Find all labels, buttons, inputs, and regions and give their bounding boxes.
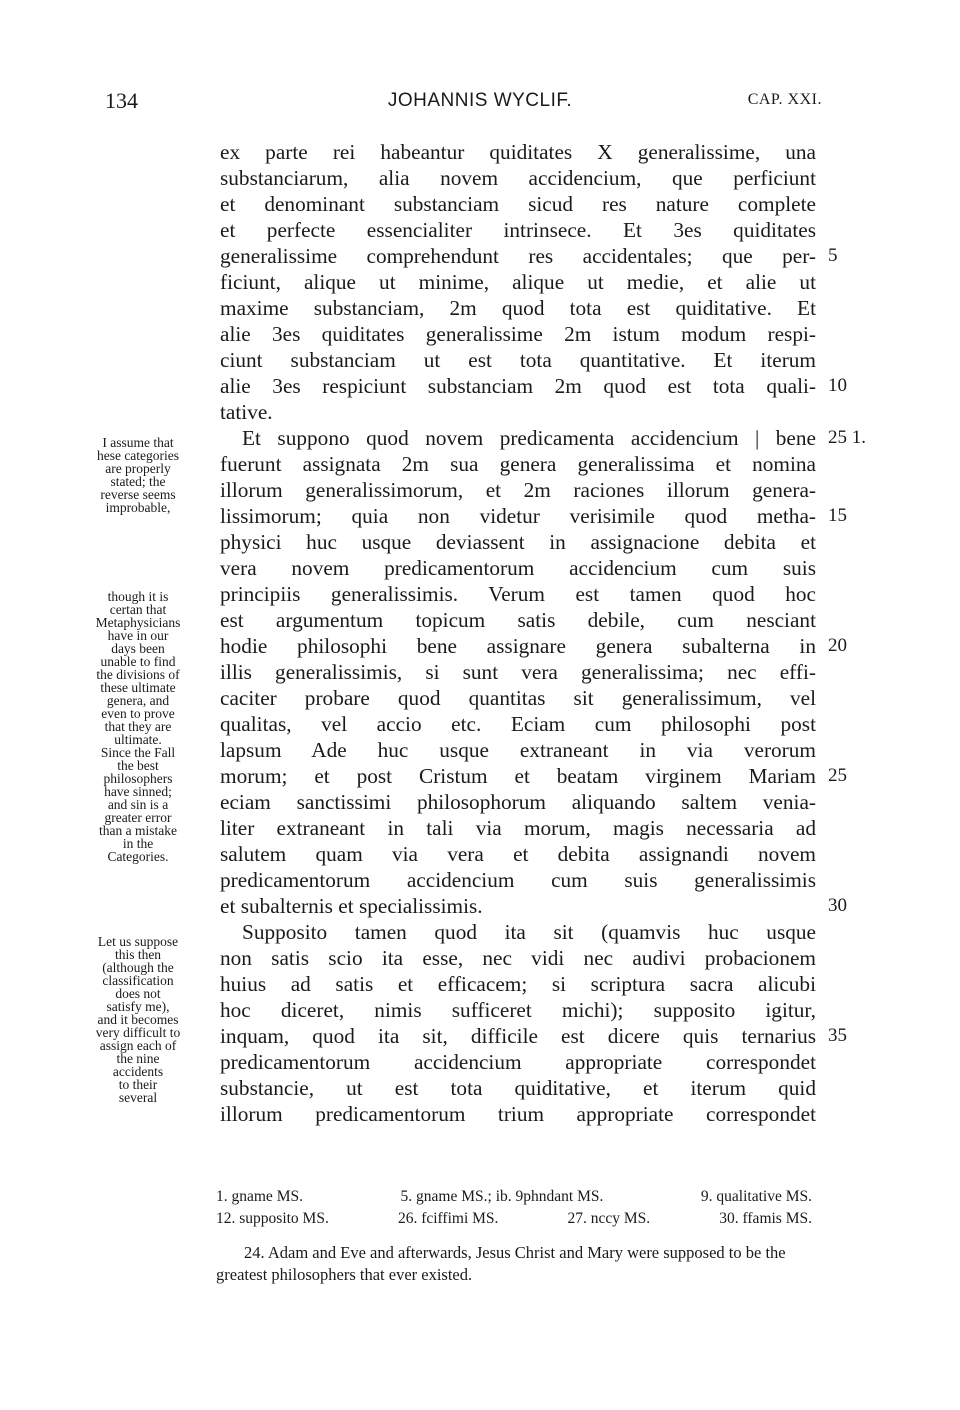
gloss-line: to their — [118, 1077, 158, 1092]
margin-gloss — [58, 436, 218, 514]
gloss-line: Since the Fall — [100, 745, 176, 760]
line-text: tative. — [220, 400, 273, 424]
gloss-line: have in our — [107, 628, 169, 643]
gloss-line: Let us suppose — [97, 934, 179, 949]
gloss-line: these ultimate — [100, 680, 176, 695]
text-line — [220, 1075, 816, 1101]
variant-reading: 5. gname MS.; ib. 9phndant MS. — [400, 1188, 604, 1205]
line-number: 5 — [828, 245, 838, 266]
line-text: liter extraneant in tali via morum, magis necessaria ad — [220, 816, 816, 840]
line-text: alie 3es respiciunt substanciam 2m quod est tota quali- — [220, 374, 816, 398]
line-text: illorum predicamentorum trium appropriate correspondet — [220, 1102, 816, 1126]
line-text: hodie philosophi bene assignare genera subalterna in — [220, 634, 816, 658]
gloss-line: certan that — [109, 602, 167, 617]
margin-gloss — [58, 590, 218, 863]
footnotes — [216, 1186, 812, 1286]
gloss-line: ultimate. — [114, 732, 162, 747]
line-text: salutem quam via vera et debita assignandi novem — [220, 842, 816, 866]
variant-reading: 30. ffamis MS. — [719, 1210, 812, 1227]
text-line — [220, 763, 847, 789]
main-text-column — [220, 139, 866, 1127]
gloss-line: improbable, — [105, 500, 171, 515]
gloss-line: assign each of — [99, 1038, 177, 1053]
gloss-line: very difficult to — [95, 1025, 181, 1040]
text-line — [220, 1023, 847, 1049]
line-text: fuerunt assignata 2m sua genera generalissima et nomina — [220, 452, 816, 476]
gloss-line: several — [118, 1090, 158, 1105]
line-number: 20 — [828, 635, 847, 656]
explanatory-footnote: 24. Adam and Eve and afterwards, Jesus Christ and Mary were supposed to be the greatest philosophers that ever existed. — [216, 1243, 786, 1284]
text-line — [220, 321, 816, 347]
line-text: physici huc usque deviassent in assignacione debita et — [220, 530, 816, 554]
line-number: 25 1. — [828, 427, 866, 448]
text-line — [220, 1101, 816, 1127]
gloss-line: and it becomes — [97, 1012, 179, 1027]
text-line — [220, 607, 816, 633]
line-text: huius ad satis et efficacem; si scriptura sacra alicubi — [220, 972, 816, 996]
line-text: ficiunt, alique ut minime, alique ut medie, et alie ut — [220, 270, 816, 294]
text-line — [220, 347, 816, 373]
line-text: non satis scio ita esse, nec vidi nec audivi probacionem — [220, 946, 816, 970]
margin-gloss — [58, 935, 218, 1104]
variant-readings-row — [216, 1186, 812, 1208]
gloss-line: Categories. — [107, 849, 169, 864]
text-line — [220, 997, 816, 1023]
gloss-line: stated; the — [110, 474, 166, 489]
gloss-line: does not — [115, 986, 161, 1001]
gloss-line: accidents — [112, 1064, 164, 1079]
variant-reading: 26. fciffimi MS. — [397, 1210, 499, 1227]
chapter-label: CAP. XXI. — [747, 91, 822, 108]
text-line — [220, 893, 847, 919]
gloss-line: are properly — [105, 461, 171, 476]
gloss-line: the divisions of — [96, 667, 180, 682]
text-line — [220, 477, 816, 503]
text-line — [220, 685, 816, 711]
text-line — [220, 945, 816, 971]
gloss-line: and sin is a — [107, 797, 169, 812]
line-text: hoc diceret, nimis sufficeret michi); supposito igitur, — [220, 998, 816, 1022]
text-line — [220, 841, 816, 867]
line-text: Et suppono quod novem predicamenta accidencium | bene — [242, 426, 816, 450]
text-line — [220, 165, 816, 191]
line-number: 15 — [828, 505, 847, 526]
line-text: qualitas, vel accio etc. Eciam cum philosophi post — [220, 712, 816, 736]
gloss-line: classification — [102, 973, 174, 988]
line-text: alie 3es quiditates generalissime 2m istum modum respi- — [220, 322, 816, 346]
text-line — [220, 139, 816, 165]
page-number: 134 — [105, 88, 138, 113]
text-line — [220, 711, 816, 737]
gloss-line: even to prove — [101, 706, 175, 721]
line-text: inquam, quod ita sit, difficile est dicere quis ternarius — [220, 1024, 816, 1048]
line-text: et perfecte essencialiter intrinsece. Et 3es quiditates — [220, 218, 816, 242]
line-text: maxime substanciam, 2m quod tota est quiditative. Et — [220, 296, 816, 320]
text-line — [220, 399, 816, 425]
text-line — [220, 1049, 816, 1075]
line-text: principiis generalissimis. Verum est tamen quod hoc — [220, 582, 816, 606]
line-text: caciter probare quod quantitas sit generalissimum, vel — [220, 686, 816, 710]
gloss-line: I assume that — [102, 435, 174, 450]
line-text: lapsum Ade huc usque extraneant in via verorum — [220, 738, 816, 762]
variant-reading: 12. supposito MS. — [216, 1210, 329, 1227]
line-text: illis generalissimis, si sunt vera generalissima; nec effi- — [220, 660, 816, 684]
gloss-line: days been — [111, 641, 165, 656]
gloss-line: reverse seems — [100, 487, 176, 502]
gloss-line: (although the — [102, 960, 174, 975]
text-line — [220, 971, 816, 997]
line-text: lissimorum; quia non videtur verisimile quod metha- — [220, 504, 816, 528]
variant-reading: 1. gname MS. — [216, 1188, 303, 1205]
text-line — [220, 633, 847, 659]
gloss-line: genera, and — [106, 693, 170, 708]
line-text: illorum generalissimorum, et 2m raciones illorum genera- — [220, 478, 816, 502]
text-line — [220, 451, 816, 477]
gloss-line: Metaphysicians — [95, 615, 181, 630]
line-number: 35 — [828, 1025, 847, 1046]
gloss-line: greater error — [104, 810, 172, 825]
line-text: eciam sanctissimi philosophorum aliquando saltem venia- — [220, 790, 816, 814]
gloss-line: hese categories — [96, 448, 180, 463]
text-line — [220, 269, 816, 295]
variant-reading: 27. nccy MS. — [567, 1210, 651, 1227]
text-line — [220, 425, 866, 451]
gloss-line: unable to find — [100, 654, 176, 669]
line-number: 25 — [828, 765, 847, 786]
line-number: 30 — [828, 895, 847, 916]
line-text: vera novem predicamentorum accidencium cum suis — [220, 556, 816, 580]
gloss-line: that they are — [104, 719, 172, 734]
variant-reading: 9. qualitative MS. — [700, 1188, 812, 1205]
line-text: morum; et post Cristum et beatam virginem Mariam — [220, 764, 816, 788]
text-line — [220, 373, 847, 399]
line-text: Supposito tamen quod ita sit (quamvis huc usque — [242, 920, 816, 944]
text-line — [220, 503, 847, 529]
text-line — [220, 789, 816, 815]
line-text: et subalternis et specialissimis. — [220, 894, 483, 918]
gloss-line: philosophers — [103, 771, 173, 786]
text-line — [220, 815, 816, 841]
variant-readings-row — [216, 1208, 812, 1230]
line-text: predicamentorum accidencium appropriate correspondet — [220, 1050, 816, 1074]
gloss-line: this then — [114, 947, 162, 962]
line-text: ciunt substanciam ut est tota quantitative. Et iterum — [220, 348, 816, 372]
text-line — [220, 919, 816, 945]
line-text: est argumentum topicum satis debile, cum nesciant — [220, 608, 816, 632]
line-text: generalissime comprehendunt res accidentales; que per- — [220, 244, 816, 268]
text-line — [220, 581, 816, 607]
line-text: substanciarum, alia novem accidencium, que perficiunt — [220, 166, 816, 190]
gloss-line: though it is — [107, 589, 169, 604]
running-header — [0, 88, 960, 118]
gloss-line: the nine — [116, 1051, 160, 1066]
line-number: 10 — [828, 375, 847, 396]
text-line — [220, 529, 816, 555]
line-text: substancie, ut est tota quiditative, et iterum quid — [220, 1076, 816, 1100]
text-line — [220, 867, 816, 893]
text-line — [220, 217, 816, 243]
gloss-line: than a mistake — [99, 823, 177, 838]
gloss-line: satisfy me), — [106, 999, 170, 1014]
text-line — [220, 191, 816, 217]
text-line — [220, 659, 816, 685]
line-text: ex parte rei habeantur quiditates X generalissime, una — [220, 140, 816, 164]
text-line — [220, 243, 838, 269]
running-title: JOHANNIS WYCLIF. — [387, 90, 573, 111]
text-line — [220, 295, 816, 321]
text-line — [220, 737, 816, 763]
text-line — [220, 555, 816, 581]
gloss-line: the best — [117, 758, 159, 773]
line-text: predicamentorum accidencium cum suis generalissimis — [220, 868, 816, 892]
gloss-line: in the — [122, 836, 154, 851]
line-text: et denominant substanciam sicud res nature complete — [220, 192, 816, 216]
gloss-line: have sinned; — [104, 784, 172, 799]
